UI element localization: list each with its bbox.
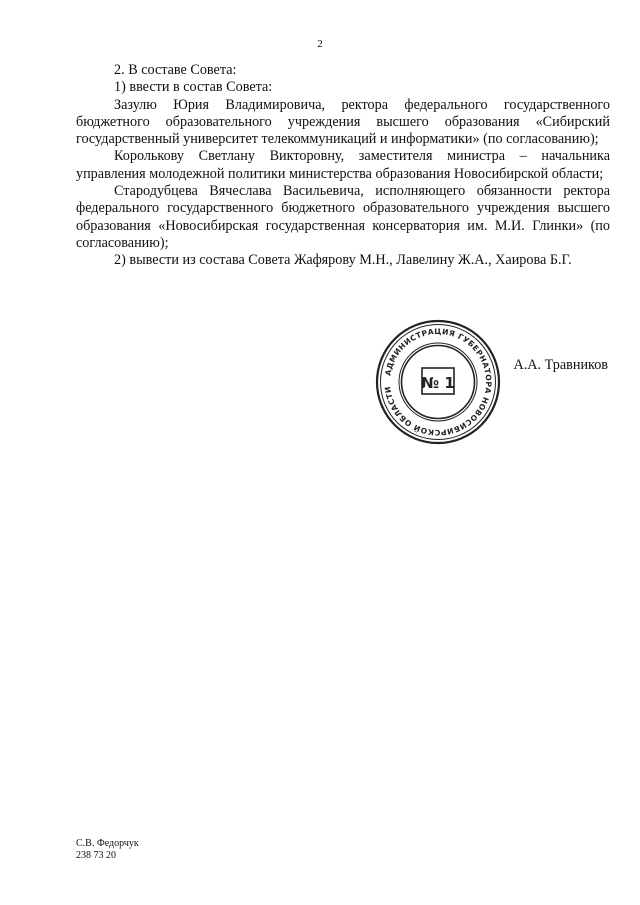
member-paragraph-zazulya: Зазулю Юрия Владимировича, ректора федерального государственного бюджетного образовательного учреждения высшего образования «Сибирский государственный университет телекоммуникаций и информатики» (по согласованию);	[76, 96, 610, 148]
svg-text:АДМИНИСТРАЦИЯ ГУБЕРНАТОРА НОВО: АДМИНИСТРАЦИЯ ГУБЕРНАТОРА НОВОСИБИРСКОЙ ОБЛАСТИ	[383, 326, 494, 438]
document-body	[76, 62, 610, 270]
page-number: 2	[317, 38, 323, 50]
remove-members-item: 2) вывести из состава Совета Жафярову М.Н., Лавелину Ж.А., Хаирова Б.Г.	[114, 252, 572, 269]
executor-phone: 238 73 20	[76, 850, 116, 861]
executor-name: С.В. Федорчук	[76, 838, 139, 849]
svg-text:№ 1: № 1	[421, 374, 455, 392]
member-paragraph-korolkova: Королькову Светлану Викторовну, заместителя министра – начальника управления молодежной политики министерства образования Новосибирской области;	[76, 148, 610, 182]
member-paragraph-starodubtsev: Стародубцева Вячеслава Васильевича, исполняющего обязанности ректора федерального государственного бюджетного образовательного учреждения высшего образования «Новосибирская государственная консерватория им. М.И. Глинки» (по согласованию);	[76, 183, 610, 251]
add-members-item: 1) ввести в состав Совета:	[114, 79, 273, 96]
executor-block	[76, 838, 139, 862]
section-heading: 2. В составе Совета:	[114, 62, 237, 78]
official-seal-stamp	[374, 318, 502, 446]
signatory-name: А.А. Травников	[513, 357, 608, 373]
seal-icon	[374, 318, 502, 446]
